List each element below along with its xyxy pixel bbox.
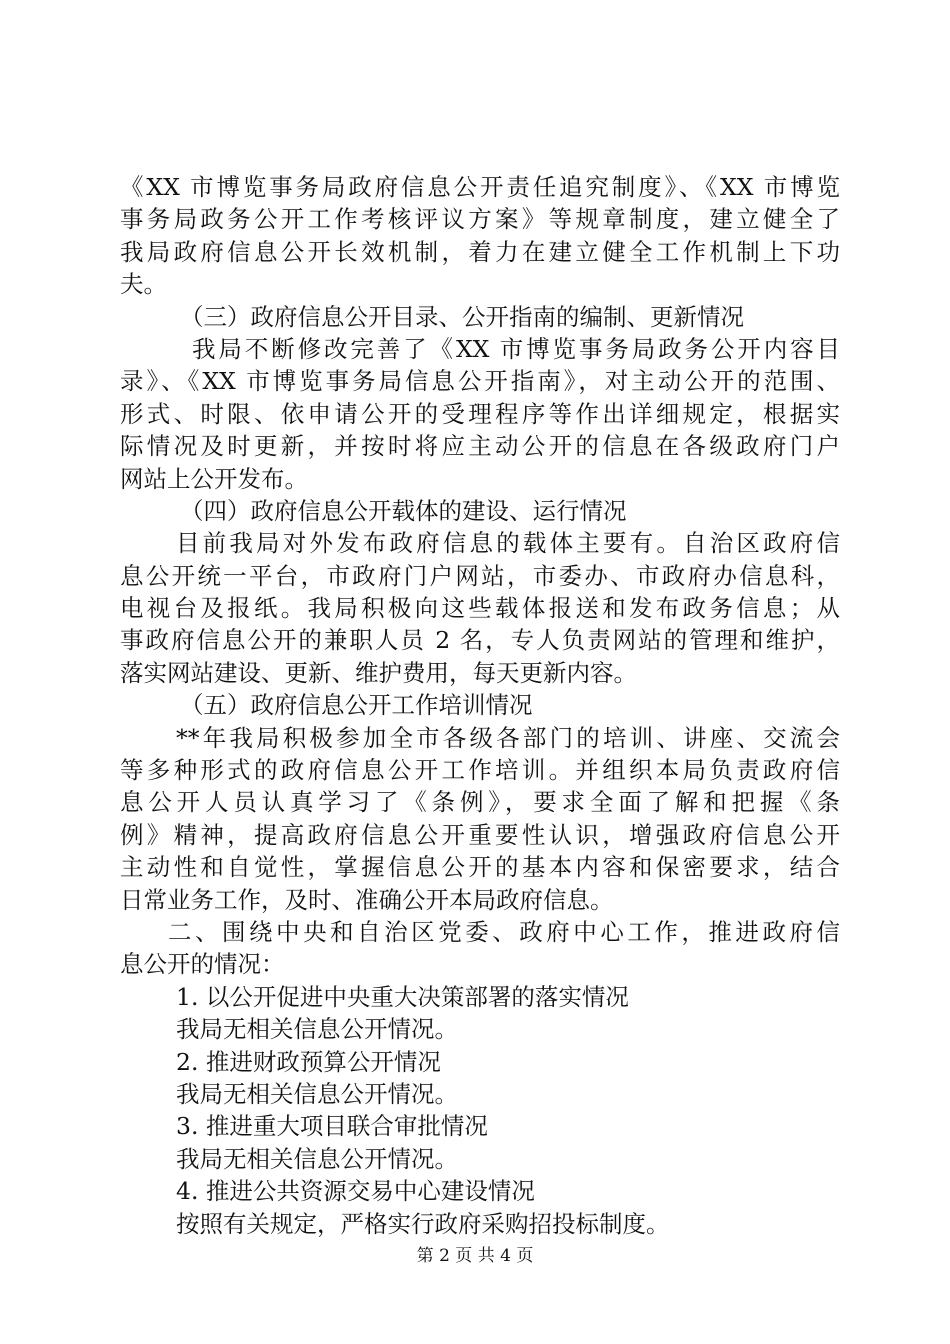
subsection-heading: 2. 推进财政预算公开情况 bbox=[176, 1047, 441, 1076]
text-line: 日常业务工作，及时、准确公开本局政府信息。 bbox=[120, 885, 614, 914]
text-line: 等多种形式的政府信息公开工作培训。并组织本局负责政府信 bbox=[120, 756, 840, 785]
text-line: 我局不断修改完善了《XX 市博览事务局政务公开内容目 bbox=[192, 334, 840, 363]
text-line: 电视台及报纸。我局积极向这些载体报送和发布政务信息；从 bbox=[120, 594, 840, 623]
text-line: 我局政府信息公开长效机制，着力在建立健全工作机制上下功 bbox=[120, 237, 840, 266]
text-line: 主动性和自觉性，掌握信息公开的基本内容和保密要求，结合 bbox=[120, 853, 840, 882]
section-heading: （四）政府信息公开载体的建设、运行情况 bbox=[180, 496, 627, 525]
text-line: 息公开统一平台，市政府门户网站，市委办、市政府办信息科， bbox=[120, 561, 840, 590]
subsection-heading: 3. 推进重大项目联合审批情况 bbox=[176, 1112, 488, 1141]
text-line: **年我局积极参加全市各级各部门的培训、讲座、交流会 bbox=[176, 723, 840, 752]
text-line: 形式、时限、依申请公开的受理程序等作出详细规定，根据实 bbox=[120, 399, 840, 428]
section-heading: （三）政府信息公开目录、公开指南的编制、更新情况 bbox=[180, 302, 744, 331]
document-body bbox=[120, 171, 840, 1240]
text-line: 例》精神，提高政府信息公开重要性认识，增强政府信息公开 bbox=[120, 820, 840, 849]
text-line: 事务局政务公开工作考核评议方案》等规章制度，建立健全了 bbox=[120, 205, 840, 234]
text-line: 息公开的情况： bbox=[120, 950, 285, 979]
page-number-footer: 第 2 页 共 4 页 bbox=[416, 1246, 534, 1266]
text-line: 《XX 市博览事务局政府信息公开责任追究制度》、《XX 市博览 bbox=[120, 173, 840, 201]
text-line: 录》、《XX 市博览事务局信息公开指南》，对主动公开的范围、 bbox=[120, 367, 840, 396]
text-line: 我局无相关信息公开情况。 bbox=[176, 1079, 458, 1108]
section-heading: （五）政府信息公开工作培训情况 bbox=[180, 691, 533, 720]
subsection-heading: 1. 以公开促进中央重大决策部署的落实情况 bbox=[176, 982, 629, 1011]
text-line: 夫。 bbox=[120, 270, 167, 299]
text-line: 际情况及时更新，并按时将应主动公开的信息在各级政府门户 bbox=[120, 432, 840, 461]
text-line: 按照有关规定，严格实行政府采购招投标制度。 bbox=[176, 1209, 670, 1238]
subsection-heading: 4. 推进公共资源交易中心建设情况 bbox=[176, 1177, 535, 1206]
text-line: 落实网站建设、更新、维护费用，每天更新内容。 bbox=[120, 658, 637, 687]
text-line: 事政府信息公开的兼职人员 2 名，专人负责网站的管理和维护， bbox=[120, 626, 840, 655]
text-line: 我局无相关信息公开情况。 bbox=[176, 1015, 458, 1044]
text-line: 我局无相关信息公开情况。 bbox=[176, 1144, 458, 1173]
text-line: 网站上公开发布。 bbox=[120, 464, 308, 493]
text-line: 目前我局对外发布政府信息的载体主要有。自治区政府信 bbox=[176, 529, 840, 558]
text-line: 息公开人员认真学习了《条例》，要求全面了解和把握《条 bbox=[120, 788, 840, 817]
section-heading: 二、围绕中央和自治区党委、政府中心工作，推进政府信 bbox=[168, 917, 840, 946]
